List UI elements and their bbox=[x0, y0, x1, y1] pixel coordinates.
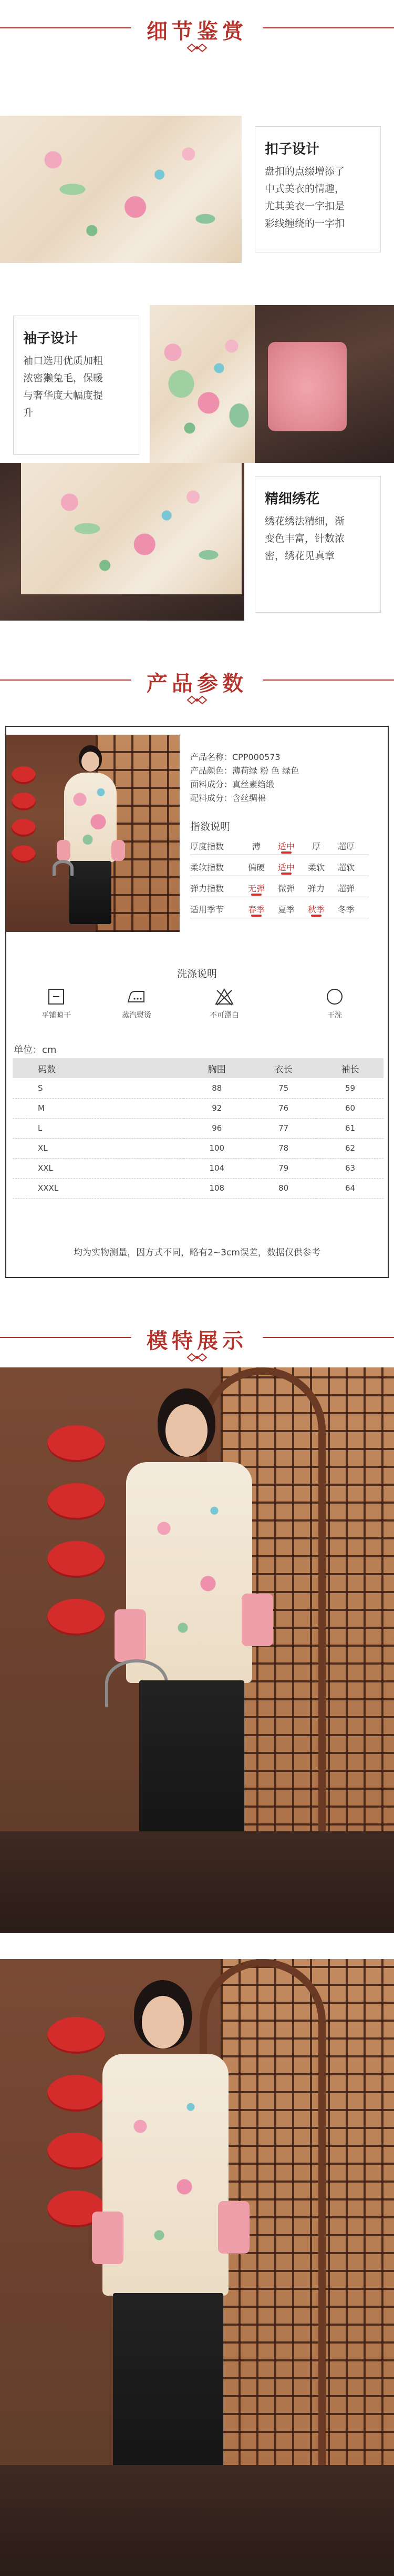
cell: 76 bbox=[250, 1098, 317, 1118]
detail-image-embroidery bbox=[0, 463, 244, 621]
index-option: 超软 bbox=[337, 863, 355, 873]
detail-line: 尤其美衣一字扣是 bbox=[265, 200, 345, 212]
model-bag bbox=[53, 860, 74, 876]
table-row bbox=[13, 1078, 383, 1098]
col-header: 衣长 bbox=[250, 1058, 317, 1078]
red-lantern bbox=[12, 766, 36, 784]
index-option-selected: 适中 bbox=[277, 863, 295, 873]
cell: 100 bbox=[183, 1138, 250, 1158]
no-bleach-icon bbox=[214, 987, 235, 1006]
model-photo-2 bbox=[0, 1959, 394, 2576]
detail-caption-box bbox=[255, 476, 381, 613]
wash-title: 洗涤说明 bbox=[177, 968, 217, 980]
index-option: 冬季 bbox=[337, 905, 355, 915]
cell: 104 bbox=[183, 1158, 250, 1178]
models-title: 模特展示 bbox=[147, 1328, 247, 1353]
cell: 75 bbox=[250, 1078, 317, 1098]
detail-block-sleeve bbox=[0, 305, 394, 463]
index-option: 薄 bbox=[252, 841, 261, 851]
index-option: 柔软 bbox=[307, 863, 325, 873]
index-row-season bbox=[190, 903, 369, 919]
floor bbox=[0, 1831, 394, 1933]
tumble-dry-flat-icon bbox=[46, 987, 67, 1006]
table-row bbox=[13, 1178, 383, 1198]
cell: M bbox=[13, 1098, 183, 1118]
index-option-selected: 春季 bbox=[247, 905, 265, 915]
product-name: 产品名称：CPP000573 bbox=[190, 752, 281, 762]
detail-line: 袖口选用优质加粗 bbox=[23, 355, 103, 367]
red-lantern bbox=[47, 2133, 105, 2169]
detail-caption-box bbox=[255, 126, 381, 252]
index-option: 超厚 bbox=[337, 841, 355, 851]
detail-body bbox=[265, 163, 371, 232]
chinese-knot-icon bbox=[186, 1353, 208, 1362]
index-option: 弹力 bbox=[307, 884, 325, 894]
index-option: 夏季 bbox=[277, 905, 295, 915]
index-label: 厚度指数 bbox=[190, 841, 224, 851]
detail-body bbox=[23, 352, 129, 422]
detail-caption-box bbox=[13, 316, 139, 455]
index-option: 厚 bbox=[312, 841, 320, 851]
cell: 59 bbox=[317, 1078, 383, 1098]
red-lantern bbox=[12, 845, 36, 863]
cell: XXL bbox=[13, 1158, 183, 1178]
red-lantern bbox=[12, 819, 36, 837]
chinese-knot-icon bbox=[186, 43, 208, 53]
sleeve-silk bbox=[150, 305, 255, 463]
wash-label: 蒸汽熨烫 bbox=[122, 1011, 151, 1020]
size-table-header bbox=[13, 1058, 383, 1078]
cell: 78 bbox=[250, 1138, 317, 1158]
fur-cuff bbox=[242, 1594, 273, 1646]
detail-line: 密，绣花见真章 bbox=[265, 550, 335, 562]
cell: 77 bbox=[250, 1118, 317, 1138]
models-section-header bbox=[0, 1310, 394, 1367]
floor bbox=[0, 2465, 394, 2576]
table-row bbox=[13, 1158, 383, 1178]
cell: 92 bbox=[183, 1098, 250, 1118]
product-colors: 产品颜色：薄荷绿 粉 色 绿色 bbox=[190, 766, 299, 776]
selection-marker bbox=[251, 915, 262, 917]
red-lantern bbox=[47, 1425, 105, 1462]
model-skirt bbox=[69, 861, 111, 924]
fur-cuff bbox=[218, 2201, 250, 2254]
detail-line: 盘扣的点缀增添了 bbox=[265, 166, 345, 177]
red-lantern bbox=[47, 1483, 105, 1520]
cell: XL bbox=[13, 1138, 183, 1158]
index-row-softness bbox=[190, 861, 369, 877]
model-face bbox=[81, 752, 99, 772]
detail-heading: 精细绣花 bbox=[265, 491, 320, 507]
detail-line: 变色丰富，针数浓 bbox=[265, 533, 345, 544]
index-row-thickness bbox=[190, 840, 369, 856]
detail-image-collar bbox=[0, 116, 242, 263]
index-option: 偏硬 bbox=[247, 863, 265, 873]
red-lantern bbox=[47, 1599, 105, 1636]
params-card bbox=[5, 726, 389, 1278]
fur-cuff bbox=[111, 840, 125, 861]
size-table bbox=[13, 1058, 383, 1199]
index-option: 微弹 bbox=[277, 884, 295, 894]
col-header: 胸围 bbox=[183, 1058, 250, 1078]
detail-block-embroidery bbox=[0, 463, 394, 621]
chinese-knot-icon bbox=[186, 695, 208, 705]
red-lantern bbox=[47, 2017, 105, 2054]
index-label: 适用季节 bbox=[190, 905, 224, 915]
cell: 79 bbox=[250, 1158, 317, 1178]
index-row-elasticity bbox=[190, 882, 369, 898]
index-option-selected: 无弹 bbox=[247, 884, 265, 894]
unit-label: 单位：cm bbox=[14, 1044, 57, 1056]
detail-line: 彩线缠绕的一字扣 bbox=[265, 218, 345, 229]
cell: 63 bbox=[317, 1158, 383, 1178]
detail-image-sleeve bbox=[150, 305, 394, 463]
fur-cuff-image bbox=[268, 342, 347, 431]
detail-heading: 扣子设计 bbox=[265, 141, 320, 157]
index-option-selected: 适中 bbox=[277, 841, 295, 851]
details-title: 细节鉴赏 bbox=[147, 19, 247, 44]
model-face bbox=[142, 1996, 184, 2048]
detail-block-button bbox=[0, 116, 394, 263]
cell: L bbox=[13, 1118, 183, 1138]
iron-icon bbox=[126, 987, 147, 1006]
wash-label: 干洗 bbox=[327, 1011, 342, 1020]
product-info bbox=[190, 751, 299, 805]
model-photo-1 bbox=[0, 1367, 394, 1933]
params-section-header bbox=[0, 652, 394, 710]
cell: 60 bbox=[317, 1098, 383, 1118]
params-title: 产品参数 bbox=[147, 671, 247, 696]
dry-clean-icon bbox=[324, 987, 345, 1006]
cell: 80 bbox=[250, 1178, 317, 1198]
cell: 61 bbox=[317, 1118, 383, 1138]
fur-cuff bbox=[115, 1609, 146, 1662]
table-row bbox=[13, 1098, 383, 1118]
cell: 62 bbox=[317, 1138, 383, 1158]
red-lantern bbox=[12, 793, 36, 810]
col-header: 袖长 bbox=[317, 1058, 383, 1078]
details-section-header bbox=[0, 0, 394, 58]
cell: 108 bbox=[183, 1178, 250, 1198]
detail-body bbox=[265, 513, 371, 565]
product-lining: 配料成分：含丝绸棉 bbox=[190, 793, 266, 803]
selection-marker bbox=[281, 851, 292, 854]
index-option-selected: 秋季 bbox=[307, 905, 325, 915]
detail-line: 升 bbox=[23, 407, 34, 419]
product-fabric: 面料成分：真丝素绉缎 bbox=[190, 779, 275, 789]
fur-cuff bbox=[57, 840, 70, 861]
product-thumbnail bbox=[6, 735, 180, 932]
cell: XXXL bbox=[13, 1178, 183, 1198]
detail-line: 中式美衣的情趣， bbox=[265, 183, 345, 195]
detail-line: 绣花绣法精细，渐 bbox=[265, 515, 345, 527]
selection-marker bbox=[251, 894, 262, 896]
index-title: 指数说明 bbox=[190, 821, 231, 833]
cell: 88 bbox=[183, 1078, 250, 1098]
table-row bbox=[13, 1138, 383, 1158]
selection-marker bbox=[281, 873, 292, 875]
index-label: 柔软指数 bbox=[190, 863, 224, 873]
red-lantern bbox=[47, 2075, 105, 2112]
red-lantern bbox=[47, 1541, 105, 1578]
index-option: 超弹 bbox=[337, 884, 355, 894]
detail-line: 浓密獭兔毛，保暖 bbox=[23, 372, 103, 384]
table-row bbox=[13, 1118, 383, 1138]
selection-marker bbox=[311, 915, 322, 917]
model-gallery bbox=[0, 1367, 394, 2576]
detail-line: 与奢华度大幅度提 bbox=[23, 390, 103, 401]
cell: S bbox=[13, 1078, 183, 1098]
col-header: 码数 bbox=[13, 1058, 183, 1078]
measurement-note: 均为实物测量，因方式不同，略有2~3cm误差，数据仅供参考 bbox=[74, 1248, 320, 1258]
model-face bbox=[165, 1404, 208, 1457]
cell: 64 bbox=[317, 1178, 383, 1198]
cell: 96 bbox=[183, 1118, 250, 1138]
index-label: 弹力指数 bbox=[190, 884, 224, 894]
fur-cuff bbox=[92, 2212, 123, 2264]
embroidery-silk bbox=[21, 463, 242, 594]
wash-label: 平铺晾干 bbox=[42, 1011, 71, 1020]
params-wrapper bbox=[0, 726, 394, 1278]
wash-label: 不可漂白 bbox=[210, 1011, 239, 1020]
model-coat bbox=[64, 773, 117, 862]
detail-heading: 袖子设计 bbox=[23, 331, 78, 347]
